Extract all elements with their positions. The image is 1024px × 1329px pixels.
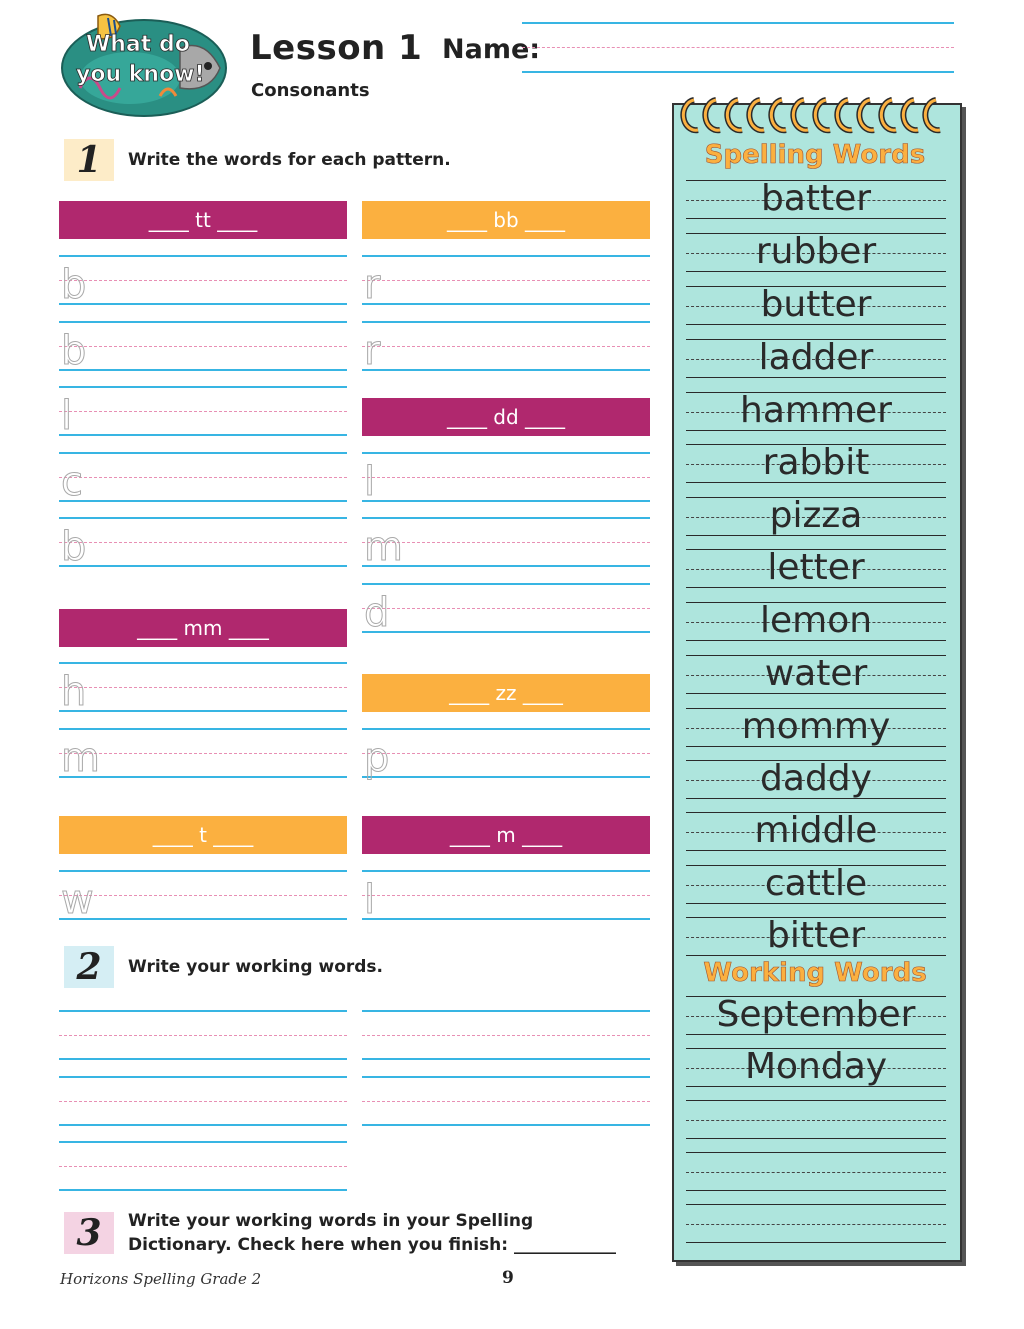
working-word-row[interactable]	[686, 996, 946, 1036]
spelling-word: bitter	[766, 915, 866, 956]
working-word-line[interactable]	[59, 1010, 347, 1060]
section1-instruction: Write the words for each pattern.	[128, 150, 451, 170]
spelling-word: hammer	[740, 390, 892, 431]
working-word: September	[716, 994, 916, 1035]
section2-number: 2	[64, 946, 114, 988]
tracing-letter: l	[364, 459, 376, 505]
working-word-row[interactable]	[686, 1204, 946, 1244]
spelling-word-row	[686, 708, 946, 748]
tracing-letter: c	[61, 459, 83, 505]
spelling-words-heading: Spelling Words	[704, 140, 926, 170]
tracing-letter: m	[61, 735, 100, 781]
writing-line[interactable]	[59, 728, 347, 781]
tracing-letter: l	[364, 877, 376, 923]
name-line-top[interactable]	[522, 22, 954, 24]
spelling-word: ladder	[758, 337, 874, 378]
spelling-word-row	[686, 602, 946, 642]
tracing-letter: h	[61, 669, 87, 715]
spelling-word: rabbit	[762, 442, 870, 483]
name-label: Name:	[442, 34, 541, 65]
working-word-line[interactable]	[362, 1076, 650, 1126]
writing-line[interactable]	[59, 870, 347, 923]
writing-line[interactable]	[59, 386, 347, 439]
writing-line[interactable]	[362, 728, 650, 781]
lesson-title: Lesson 1	[250, 28, 423, 68]
spelling-word: water	[764, 653, 868, 694]
spelling-word: pizza	[769, 495, 863, 536]
pattern-bar-t: ____ t ____	[59, 816, 347, 854]
working-words-heading: Working Words	[703, 958, 927, 988]
spelling-word-row	[686, 444, 946, 484]
badge-line1: What do	[86, 32, 190, 57]
spelling-word-row	[686, 655, 946, 695]
pattern-bar-zz: ____ zz ____	[362, 674, 650, 712]
section3-instruction-line2[interactable]: Dictionary. Check here when you finish: ____________	[128, 1235, 616, 1255]
spelling-word-row	[686, 339, 946, 379]
working-word-line[interactable]	[59, 1076, 347, 1126]
pattern-bar-m: ____ m ____	[362, 816, 650, 854]
tracing-letter: r	[364, 328, 381, 374]
spelling-word: daddy	[760, 758, 872, 799]
writing-line[interactable]	[59, 255, 347, 308]
what-do-you-know-badge	[60, 8, 228, 118]
working-word-line[interactable]	[59, 1141, 347, 1191]
working-word-row[interactable]	[686, 1048, 946, 1088]
writing-line[interactable]	[362, 255, 650, 308]
writing-line[interactable]	[362, 452, 650, 505]
page-number: 9	[502, 1268, 514, 1288]
spelling-word-row	[686, 549, 946, 589]
pattern-bar-bb: ____ bb ____	[362, 201, 650, 239]
spiral-binding-icon	[676, 92, 956, 140]
writing-line[interactable]	[59, 517, 347, 570]
pattern-bar-tt: ____ tt ____	[59, 201, 347, 239]
tracing-letter: w	[61, 877, 94, 923]
spelling-word-row	[686, 917, 946, 957]
writing-line[interactable]	[59, 321, 347, 374]
tracing-letter: m	[364, 524, 403, 570]
name-line-bottom[interactable]	[522, 71, 954, 73]
tracing-letter: d	[364, 590, 390, 636]
spelling-word: rubber	[755, 231, 877, 272]
tracing-letter: r	[364, 262, 381, 308]
spelling-word: batter	[760, 178, 872, 219]
writing-line[interactable]	[362, 870, 650, 923]
pattern-bar-dd: ____ dd ____	[362, 398, 650, 436]
writing-line[interactable]	[362, 583, 650, 636]
spelling-word-row	[686, 760, 946, 800]
spelling-word-row	[686, 286, 946, 326]
tracing-letter: b	[61, 328, 87, 374]
writing-line[interactable]	[59, 662, 347, 715]
spelling-word-row	[686, 180, 946, 220]
name-line-mid[interactable]	[522, 47, 954, 48]
tracing-letter: b	[61, 524, 87, 570]
writing-line[interactable]	[362, 321, 650, 374]
spelling-word: mommy	[741, 706, 891, 747]
pattern-bar-mm: ____ mm ____	[59, 609, 347, 647]
spelling-word-row	[686, 233, 946, 273]
spelling-word-row	[686, 392, 946, 432]
footer-book-title: Horizons Spelling Grade 2	[60, 1270, 262, 1288]
writing-line[interactable]	[362, 517, 650, 570]
spelling-word-row	[686, 865, 946, 905]
tracing-letter: b	[61, 262, 87, 308]
section1-number: 1	[64, 139, 114, 181]
section3-instruction-line1: Write your working words in your Spelling	[128, 1211, 534, 1231]
spelling-word: letter	[767, 547, 865, 588]
working-word-row[interactable]	[686, 1100, 946, 1140]
lesson-subtitle: Consonants	[251, 80, 370, 101]
tracing-letter: p	[364, 735, 390, 781]
working-word-row[interactable]	[686, 1152, 946, 1192]
spelling-word: lemon	[759, 600, 873, 641]
spelling-word-row	[686, 497, 946, 537]
badge-line2: you know!	[76, 62, 205, 87]
spelling-word-row	[686, 812, 946, 852]
working-word: Monday	[744, 1046, 888, 1087]
section2-instruction: Write your working words.	[128, 957, 384, 977]
spelling-word: butter	[760, 284, 872, 325]
tracing-letter: l	[61, 393, 73, 439]
writing-line[interactable]	[59, 452, 347, 505]
spelling-word: cattle	[764, 863, 868, 904]
working-word-line[interactable]	[362, 1010, 650, 1060]
section3-number: 3	[64, 1212, 114, 1254]
spelling-word: middle	[754, 810, 878, 851]
